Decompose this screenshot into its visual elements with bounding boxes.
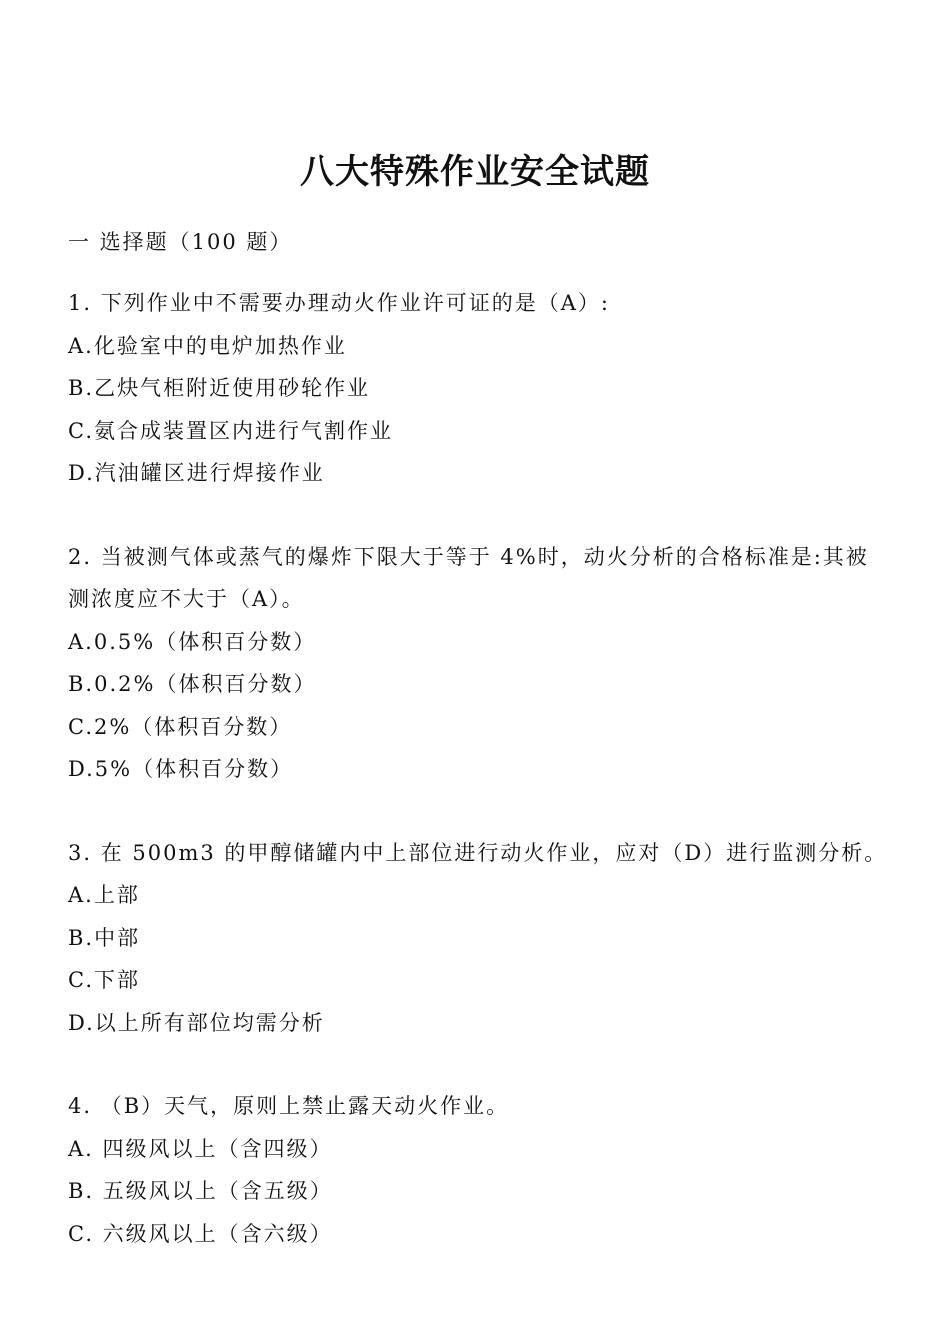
option-b: B.0.2%（体积百分数）: [68, 672, 317, 696]
question-list: [68, 282, 888, 1296]
section-heading: 一 选择题（100 题）: [68, 230, 293, 254]
option-c: C.氨合成装置区内进行气割作业: [68, 418, 393, 443]
option-b: B.乙炔气柜附近使用砂轮作业: [68, 376, 371, 400]
option-a: A.化验室中的电炉加热作业: [68, 333, 347, 358]
question-2: [68, 536, 888, 791]
option-a: A. 四级风以上（含四级）: [68, 1136, 333, 1161]
question-stem: 3. 在 500m3 的甲醇储罐内中上部位进行动火作业，应对（D）进行监测分析。: [68, 840, 888, 865]
option-b: B.中部: [68, 925, 141, 950]
option-c: C.下部: [68, 968, 140, 992]
option-a: A.0.5%（体积百分数）: [68, 629, 317, 654]
option-b: B. 五级风以上（含五级）: [68, 1179, 333, 1203]
document-title: 八大特殊作业安全试题: [300, 152, 650, 192]
option-d: D.5%（体积百分数）: [68, 757, 294, 781]
option-c: C. 六级风以上（含六级）: [68, 1221, 333, 1246]
question-1: [68, 282, 888, 495]
option-c: C.2%（体积百分数）: [68, 714, 293, 739]
option-a: A.上部: [68, 883, 140, 907]
question-stem: 4. （B）天气，原则上禁止露天动火作业。: [68, 1094, 510, 1118]
option-d: D.汽油罐区进行焊接作业: [68, 461, 325, 485]
option-d: D.以上所有部位均需分析: [68, 1010, 325, 1035]
question-stem: 1. 下列作业中不需要办理动火作业许可证的是（A）:: [68, 291, 610, 315]
question-4: [68, 1085, 888, 1255]
question-stem: 2. 当被测气体或蒸气的爆炸下限大于等于 4%时，动火分析的合格标准是:其被测浓度应不大于（A）。: [68, 544, 869, 611]
question-3: [68, 832, 888, 1045]
